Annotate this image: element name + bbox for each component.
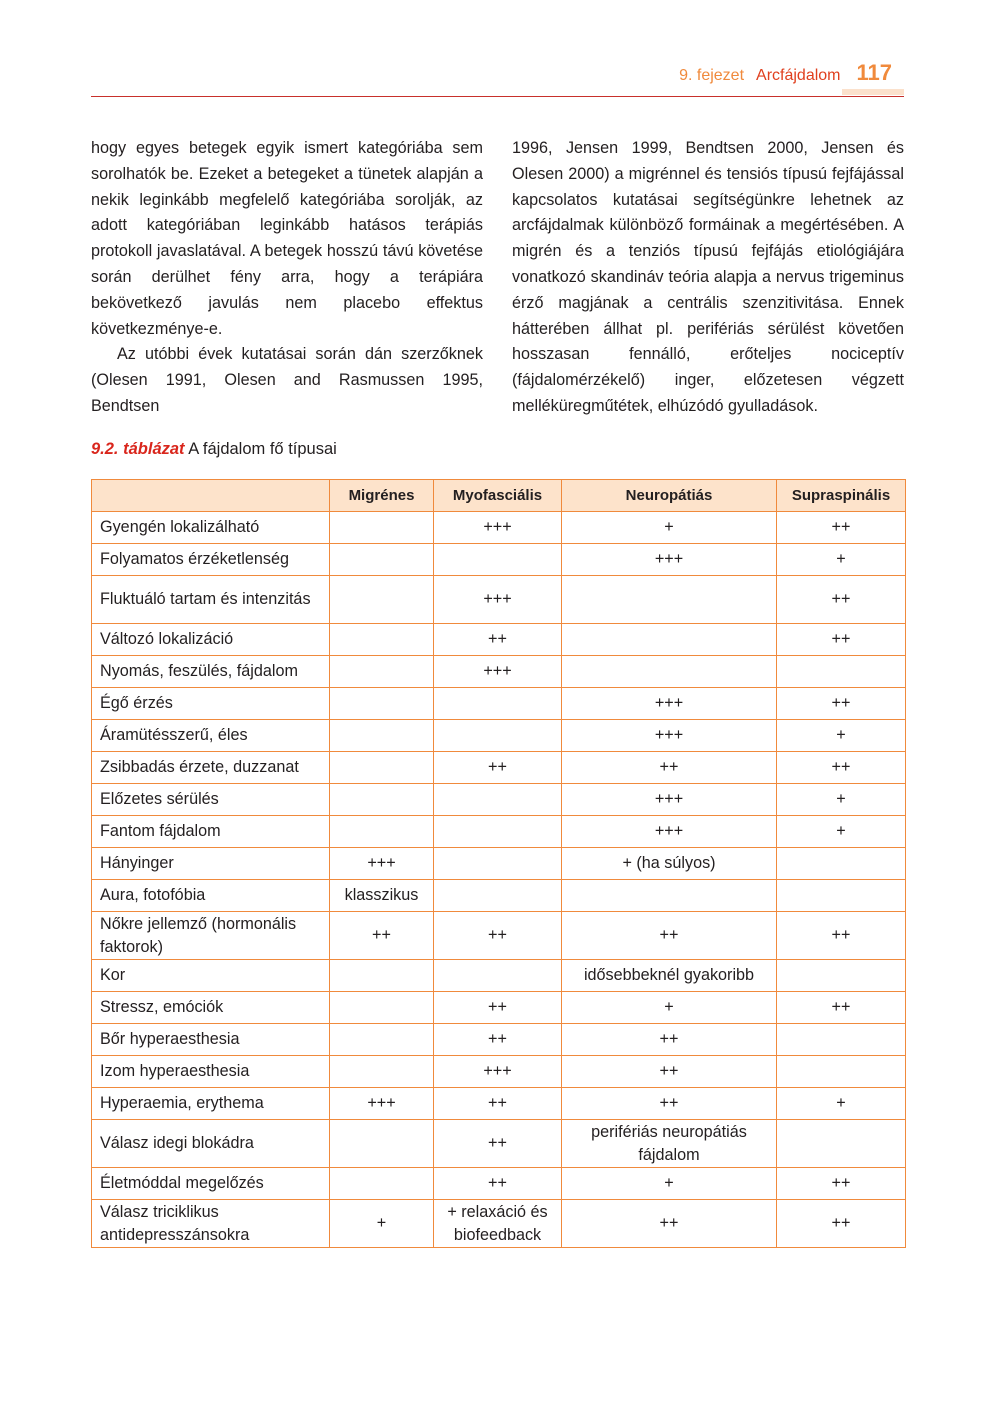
row-label: Stressz, emóciók [92,992,330,1024]
table-cell: ++ [777,576,906,624]
row-label: Izom hyperaesthesia [92,1056,330,1088]
row-label: Fluktuáló tartam és intenzitás [92,576,330,624]
table-cell: idősebbeknél gyakoribb [562,960,777,992]
row-label: Változó lokalizáció [92,624,330,656]
table-cell: ++ [434,1120,562,1168]
table-cell: ++ [562,1088,777,1120]
table-cell: +++ [562,816,777,848]
text-column-right [512,136,904,420]
table-row [92,1120,906,1168]
table-cell: + [777,784,906,816]
table-cell: perifériás neuropátiás fájdalom [562,1120,777,1168]
row-label: Nőkre jellemző (hormonális faktorok) [92,912,330,960]
text-column-left [91,136,483,420]
table-cell: ++ [562,912,777,960]
table-cell: ++ [330,912,434,960]
table-cell: + [777,816,906,848]
table-cell: +++ [562,784,777,816]
table-cell: klasszikus [330,880,434,912]
row-label: Nyomás, feszülés, fájdalom [92,656,330,688]
table-cell: ++ [777,912,906,960]
table-row [92,1168,906,1200]
table-cell [330,784,434,816]
table-row [92,1088,906,1120]
page-header [91,60,904,97]
table-row [92,816,906,848]
table-caption-text: A fájdalom fő típusai [184,440,337,458]
table-cell [330,624,434,656]
table-cell: + [562,992,777,1024]
table-cell: ++ [777,1200,906,1248]
table-cell [330,576,434,624]
chapter-number: 9. fejezet [679,67,745,84]
table-cell: ++ [562,1024,777,1056]
row-label: Égő érzés [92,688,330,720]
paragraph: hogy egyes betegek egyik ismert kategóriába sem sorolhatók be. Ezeket a betegeket a tünetek alapján a nekik leginkább megfelelő kategóriába sorolják, az adott kategóriában leginkább hatásos terápiás protokoll javaslatával. A betegek hosszú távú követése során derülhet fény arra, hogy a terápiára bekövetkező javulás nem placebo effektus következménye-e. [91,139,483,338]
table-cell: + [777,544,906,576]
table-cell [330,1168,434,1200]
table-caption [91,440,337,459]
row-label: Aura, fotofóbia [92,880,330,912]
table-cell [562,656,777,688]
table-cell: + [562,512,777,544]
table-cell: ++ [777,1168,906,1200]
table-cell: +++ [330,1088,434,1120]
table-cell [777,848,906,880]
table-cell: +++ [434,576,562,624]
table-caption-label: 9.2. táblázat [91,440,185,458]
table-cell [330,688,434,720]
table-cell: ++ [777,992,906,1024]
table-cell: + [562,1168,777,1200]
table-cell [330,1120,434,1168]
table-cell: ++ [434,1024,562,1056]
table-cell [330,992,434,1024]
table-cell: ++ [434,1088,562,1120]
row-label: Előzetes sérülés [92,784,330,816]
row-label: Hyperaemia, erythema [92,1088,330,1120]
table-cell: ++ [434,992,562,1024]
table-cell [330,656,434,688]
table-cell [777,960,906,992]
page-number-underline [842,89,904,95]
table-header-row [92,480,906,512]
table-cell [777,880,906,912]
table-cell: ++ [562,1056,777,1088]
table-cell [434,688,562,720]
table-cell: + [330,1200,434,1248]
table-row [92,848,906,880]
table-cell [562,880,777,912]
table-row [92,576,906,624]
table-row [92,512,906,544]
table-cell [330,816,434,848]
table-cell [434,960,562,992]
row-label: Gyengén lokalizálható [92,512,330,544]
table-row [92,1024,906,1056]
paragraph: 1996, Jensen 1999, Bendtsen 2000, Jensen és Olesen 2000) a migrénnel és tensiós típusú fejfájással kapcsolatos kutatásai segítségünkre lehetnek az arcfájdalmak különböző formáinak a megértésében. A migrén és a tenziós típusú fejfájás etiológiájára vonatkozó skandináv teória alapja a nervus trigeminus érző magjának a centrális szenzitivitása. Ennek hátterében állhat pl. perifériás sérülést követően hosszasan fennálló, erőteljes nociceptív (fájdalomérzékelő) inger, előzetesen végzett melléküregműtétek, elhúzódó gyulladások. [512,139,904,415]
table-row [92,752,906,784]
table-cell [562,576,777,624]
table-cell: +++ [562,720,777,752]
column-header: Migrénes [330,480,434,512]
table-cell [330,752,434,784]
table-row [92,784,906,816]
table-cell: + relaxáció és biofeedback [434,1200,562,1248]
row-label: Fantom fájdalom [92,816,330,848]
paragraph: Az utóbbi évek kutatásai során dán szerzőknek (Olesen 1991, Olesen and Rasmussen 1995, Bendtsen [91,345,483,415]
table-cell: + (ha súlyos) [562,848,777,880]
table-cell: ++ [777,512,906,544]
table-row [92,1056,906,1088]
page-number: 117 [856,60,892,85]
table-cell [330,1056,434,1088]
table-cell: ++ [777,752,906,784]
row-label: Életmóddal megelőzés [92,1168,330,1200]
row-label: Válasz idegi blokádra [92,1120,330,1168]
table-cell: ++ [434,752,562,784]
table-cell: +++ [434,1056,562,1088]
table-cell [330,1024,434,1056]
table-cell: +++ [434,656,562,688]
table-cell: ++ [434,912,562,960]
table-cell: ++ [434,1168,562,1200]
table-cell [434,720,562,752]
table-row [92,656,906,688]
table-cell [777,1056,906,1088]
table-cell [330,512,434,544]
table-cell [562,624,777,656]
table-row [92,960,906,992]
table-row [92,720,906,752]
running-head [679,60,892,86]
table-cell: ++ [562,1200,777,1248]
table-cell: + [777,720,906,752]
table-cell: ++ [434,624,562,656]
row-label: Kor [92,960,330,992]
table-cell [777,1120,906,1168]
row-label: Folyamatos érzéketlenség [92,544,330,576]
row-label: Áramütésszerű, éles [92,720,330,752]
table-cell: +++ [562,544,777,576]
row-label: Hányinger [92,848,330,880]
chapter-title: Arcfájdalom [756,67,841,84]
table-row [92,688,906,720]
table-row [92,1200,906,1248]
column-header: Myofasciális [434,480,562,512]
table-cell [434,848,562,880]
table-cell [330,960,434,992]
table-cell: ++ [562,752,777,784]
table-row [92,880,906,912]
table-cell [330,720,434,752]
row-label: Bőr hyperaesthesia [92,1024,330,1056]
table-cell [777,1024,906,1056]
row-label: Válasz triciklikus antidepresszánsokra [92,1200,330,1248]
column-header: Supraspinális [777,480,906,512]
table-row [92,624,906,656]
table-cell: +++ [434,512,562,544]
table-cell: ++ [777,624,906,656]
table-cell [330,544,434,576]
table-cell [434,880,562,912]
table-cell: +++ [562,688,777,720]
table-cell [434,544,562,576]
table-cell: ++ [777,688,906,720]
table-cell: + [777,1088,906,1120]
table-cell [777,656,906,688]
column-header: Neuropátiás [562,480,777,512]
table-cell [434,784,562,816]
column-header [92,480,330,512]
table-cell [434,816,562,848]
table-cell: +++ [330,848,434,880]
table-row [92,912,906,960]
table-row [92,992,906,1024]
row-label: Zsibbadás érzete, duzzanat [92,752,330,784]
pain-types-table [91,479,906,1248]
table-row [92,544,906,576]
